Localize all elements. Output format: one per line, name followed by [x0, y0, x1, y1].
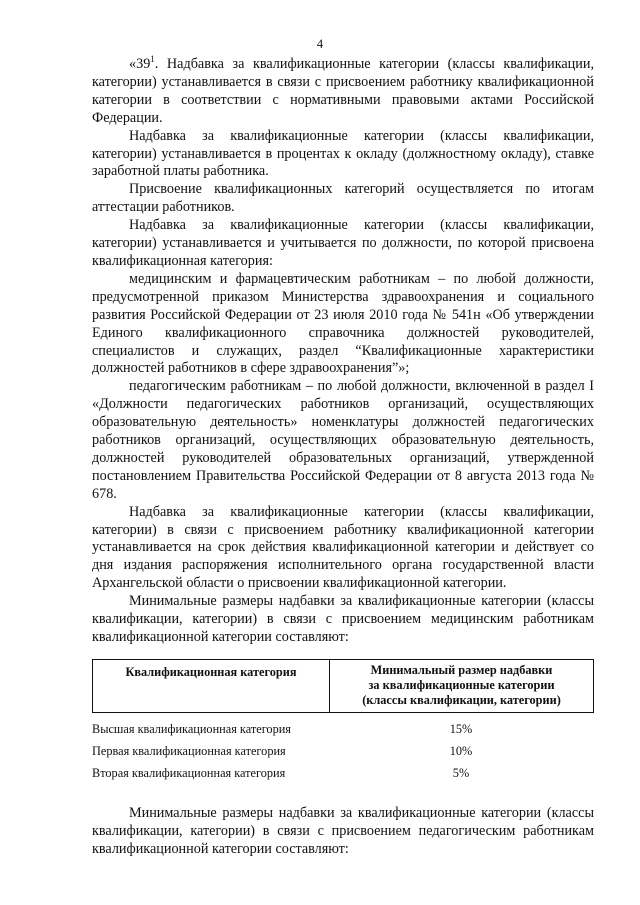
- paragraph: педагогическим работникам – по любой должности, включенной в раздел I «Должности педагогических работников организаций, осуществляющих образовательную деятельность» номенклатуры должностей педагогических работников организаций, осуществляющих образовательную деятельность, должностей руководителей образовательных организаций, утвержденной постановлением Правительства Российской Федерации от 8 августа 2013 года № 678.: [92, 378, 594, 502]
- table-cell-category: Высшая квалификационная категория: [92, 721, 291, 736]
- table-cell-value: 10%: [449, 743, 473, 758]
- table-row: [92, 719, 594, 741]
- header-line: за квалификационные категории: [368, 677, 555, 692]
- table-body: [92, 719, 594, 785]
- table-cell-category: Первая квалификационная категория: [92, 743, 286, 758]
- paragraph: Надбавка за квалификационные категории (классы квалификации, категории) в связи с присвоением работнику квалификационной категории устанавливается на срок действия квалификационной категории и действует со дня издания распоряжения исполнительного органа государственной власти Архангельской области о присвоении квалификационной категории.: [92, 503, 594, 592]
- paragraph: Минимальные размеры надбавки за квалификационные категории (классы квалификации, категории) в связи с присвоением медицинским работникам квалификационной категории составляют:: [92, 593, 594, 645]
- paragraph: [92, 56, 594, 128]
- paragraph: Присвоение квалификационных категорий осуществляется по итогам аттестации работников.: [92, 181, 594, 216]
- table-cell-category: Вторая квалификационная категория: [92, 765, 286, 780]
- paragraph: Надбавка за квалификационные категории (классы квалификации, категории) устанавливается и учитывается по должности, по которой присвоена квалификационная категория:: [92, 217, 594, 269]
- table-cell-value: 15%: [449, 721, 473, 736]
- paragraph-text: . Надбавка за квалификационные категории (классы квалификации, категории) устанавливается в связи с присвоением работнику квалификационной категории в соответствии с нормативными правовыми актами Российской Федерации.: [92, 56, 594, 126]
- medical-allowance-table: [92, 659, 594, 785]
- paragraph-prefix: «39: [129, 56, 151, 72]
- paragraph: медицинским и фармацевтическим работникам – по любой должности, предусмотренной приказом Министерства здравоохранения и социального развития Российской Федерации от 23 июля 2010 года № 541н «Об утверждении Единого квалификационного справочника должностей руководителей, специалистов и служащих, раздел “Квалификационные характеристики должностей работников в сфере здравоохранения”»;: [92, 270, 594, 377]
- table-header-category: Квалификационная категория: [93, 660, 330, 712]
- page-number: 4: [316, 37, 324, 51]
- header-line: Минимальный размер надбавки: [370, 662, 553, 677]
- paragraph: Минимальные размеры надбавки за квалификационные категории (классы квалификации, категории) в связи с присвоением педагогическим работникам квалификационной категории составляют:: [92, 804, 594, 857]
- superscript: 1: [150, 54, 155, 64]
- table-cell-value: 5%: [452, 765, 470, 780]
- table-row: [92, 741, 594, 763]
- table-header-minimum-size: [330, 660, 593, 712]
- header-line: (классы квалификации, категории): [362, 692, 561, 707]
- document-body: [92, 56, 594, 859]
- table-header: [92, 659, 594, 713]
- table-row: [92, 763, 594, 785]
- paragraph: Надбавка за квалификационные категории (классы квалификации, категории) устанавливается в процентах к окладу (должностному окладу), ставке заработной платы работника.: [92, 127, 594, 180]
